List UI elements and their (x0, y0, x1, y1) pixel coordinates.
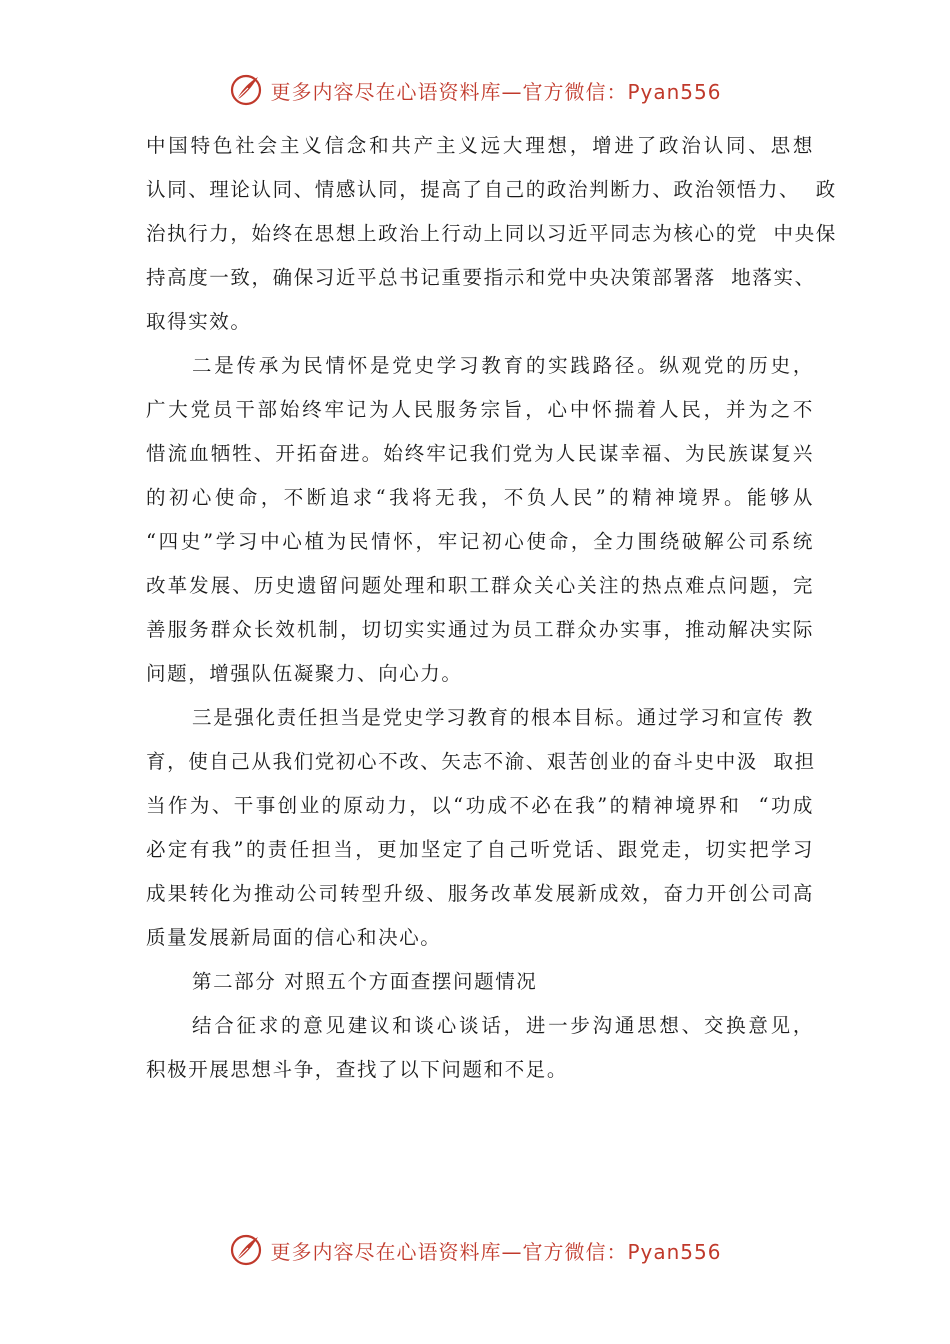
text-line: 取得实效。 (146, 310, 252, 333)
text-line: 持高度一致，确保习近平总书记重要指示和党中央决策部署落 地落实、 (146, 266, 816, 289)
watermark-text: 更多内容尽在心语资料库—官方微信：Pyan556 (270, 1239, 722, 1264)
text-line: 治执行力，始终在思想上政治上行动上同以习近平同志为核心的党 中央保 (146, 222, 837, 245)
text-line: “四史”学习中心植为民情怀，牢记初心使命，全力围绕破解公司系统 (146, 530, 814, 553)
text-line: 广大党员干部始终牢记为人民服务宗旨，心中怀揣着人民，并为之不 (146, 398, 814, 421)
footer-watermark (0, 1232, 950, 1268)
quill-logo-icon (228, 72, 264, 108)
text-line: 惜流血牺牲、开拓奋进。始终牢记我们党为人民谋幸福、为民族谋复兴 (146, 442, 814, 465)
header-watermark (0, 72, 950, 108)
text-line: 质量发展新局面的信心和决心。 (146, 926, 442, 949)
text-line: 积极开展思想斗争，查找了以下问题和不足。 (146, 1058, 569, 1081)
text-line: 问题，增强队伍凝聚力、向心力。 (146, 662, 463, 685)
text-line: 育，使自己从我们党初心不改、矢志不渝、艰苦创业的奋斗史中汲 取担 (146, 750, 816, 773)
text-line: 成果转化为推动公司转型升级、服务改革发展新成效，奋力开创公司高 (146, 882, 814, 905)
document-body (146, 124, 837, 1092)
text-line: 三是强化责任担当是党史学习教育的根本目标。通过学习和宣传 教 (192, 706, 814, 729)
text-line: 当作为、干事创业的原动力，以“功成不必在我”的精神境界和 “功成 (146, 794, 814, 817)
text-line: 二是传承为民情怀是党史学习教育的实践路径。纵观党的历史， (192, 354, 814, 377)
text-line: 的初心使命，不断追求“我将无我，不负人民”的精神境界。能够从 (146, 486, 814, 509)
text-line: 第二部分 对照五个方面查摆问题情况 (192, 970, 538, 993)
text-line: 改革发展、历史遗留问题处理和职工群众关心关注的热点难点问题，完 (146, 574, 814, 597)
text-line: 必定有我”的责任担当，更加坚定了自己听党话、跟党走，切实把学习 (146, 838, 814, 861)
text-line: 中国特色社会主义信念和共产主义远大理想，增进了政治认同、思想 (146, 134, 814, 157)
text-line: 善服务群众长效机制，切切实实通过为员工群众办实事，推动解决实际 (146, 618, 814, 641)
watermark-text: 更多内容尽在心语资料库—官方微信：Pyan556 (270, 79, 722, 104)
text-line: 认同、理论认同、情感认同，提高了自己的政治判断力、政治领悟力、 政 (146, 178, 837, 201)
quill-logo-icon (228, 1232, 264, 1268)
text-line: 结合征求的意见建议和谈心谈话，进一步沟通思想、交换意见， (192, 1014, 814, 1037)
